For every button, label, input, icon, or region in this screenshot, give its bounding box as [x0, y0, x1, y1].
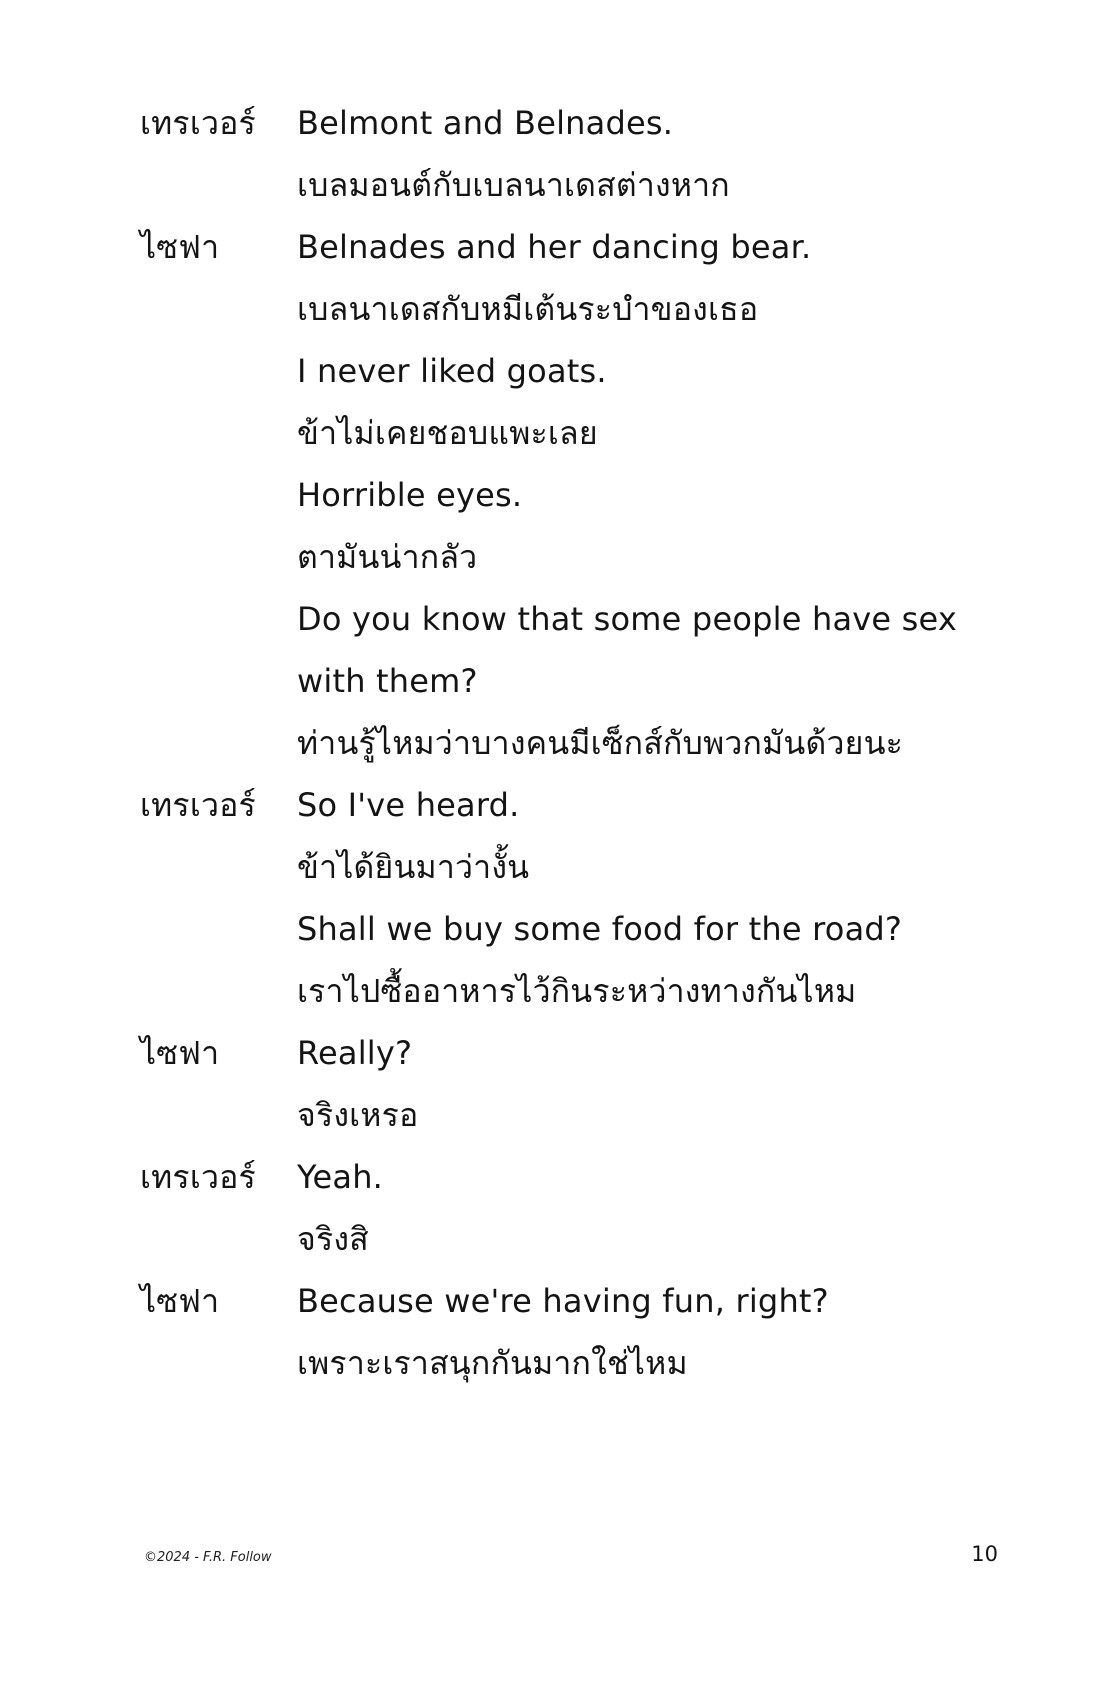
- script-line: [140, 465, 1000, 525]
- page-number: 10: [971, 1542, 998, 1566]
- speaker-name: เทรเวอร์: [140, 1157, 256, 1196]
- script-line: [140, 341, 1000, 401]
- script-line: [140, 1085, 1000, 1145]
- dialogue-text: Because we're having fun, right?: [297, 1282, 829, 1320]
- dialogue-text: Do you know that some people have sex: [297, 600, 957, 638]
- dialogue-text: I never liked goats.: [297, 352, 607, 390]
- dialogue-text: ท่านรู้ไหมว่าบางคนมีเซ็กส์กับพวกมันด้วยนะ: [297, 723, 904, 762]
- dialogue-text: ตามันน่ากลัว: [297, 537, 478, 576]
- dialogue-text: Belnades and her dancing bear.: [297, 228, 812, 266]
- script-line: [140, 1147, 1000, 1207]
- dialogue-text: จริงสิ: [297, 1219, 369, 1258]
- script-line: [140, 1271, 1000, 1331]
- script-line: [140, 527, 1000, 587]
- script-line: [140, 775, 1000, 835]
- script-line: [140, 1209, 1000, 1269]
- speaker-name: ไซฟา: [140, 1281, 220, 1320]
- dialogue-text: Really?: [297, 1034, 413, 1072]
- speaker-name: ไซฟา: [140, 227, 220, 266]
- dialogue-text: เราไปซื้ออาหารไว้กินระหว่างทางกันไหม: [297, 971, 857, 1010]
- script-line: [140, 837, 1000, 897]
- dialogue-text: with them?: [297, 662, 478, 700]
- dialogue-text: So I've heard.: [297, 786, 520, 824]
- script-line: [140, 899, 1000, 959]
- script-line: [140, 1023, 1000, 1083]
- dialogue-text: ข้าไม่เคยชอบแพะเลย: [297, 413, 598, 452]
- dialogue-text: จริงเหรอ: [297, 1095, 419, 1134]
- speaker-name: เทรเวอร์: [140, 785, 256, 824]
- script-line: [140, 961, 1000, 1021]
- dialogue-text: Horrible eyes.: [297, 476, 523, 514]
- dialogue-text: Yeah.: [297, 1158, 384, 1196]
- dialogue-text: Shall we buy some food for the road?: [297, 910, 903, 948]
- speaker-name: เทรเวอร์: [140, 103, 256, 142]
- script-line: [140, 651, 1000, 711]
- speaker-name: ไซฟา: [140, 1033, 220, 1072]
- script-line: [140, 93, 1000, 153]
- script-line: [140, 589, 1000, 649]
- dialogue-text: เบลนาเดสกับหมีเต้นระบำของเธอ: [297, 289, 759, 328]
- dialogue-text: ข้าได้ยินมาว่างั้น: [297, 847, 530, 886]
- script-line: [140, 279, 1000, 339]
- copyright-notice: ©2024 - F.R. Follow: [144, 1550, 272, 1565]
- script-line: [140, 403, 1000, 463]
- dialogue-text: เบลมอนต์กับเบลนาเดสต่างหาก: [297, 165, 730, 204]
- script-line: [140, 155, 1000, 215]
- dialogue-text: Belmont and Belnades.: [297, 104, 674, 142]
- script-line: [140, 713, 1000, 773]
- script-line: [140, 217, 1000, 277]
- script-line: [140, 1333, 1000, 1393]
- dialogue-text: เพราะเราสนุกกันมากใช่ไหม: [297, 1343, 688, 1382]
